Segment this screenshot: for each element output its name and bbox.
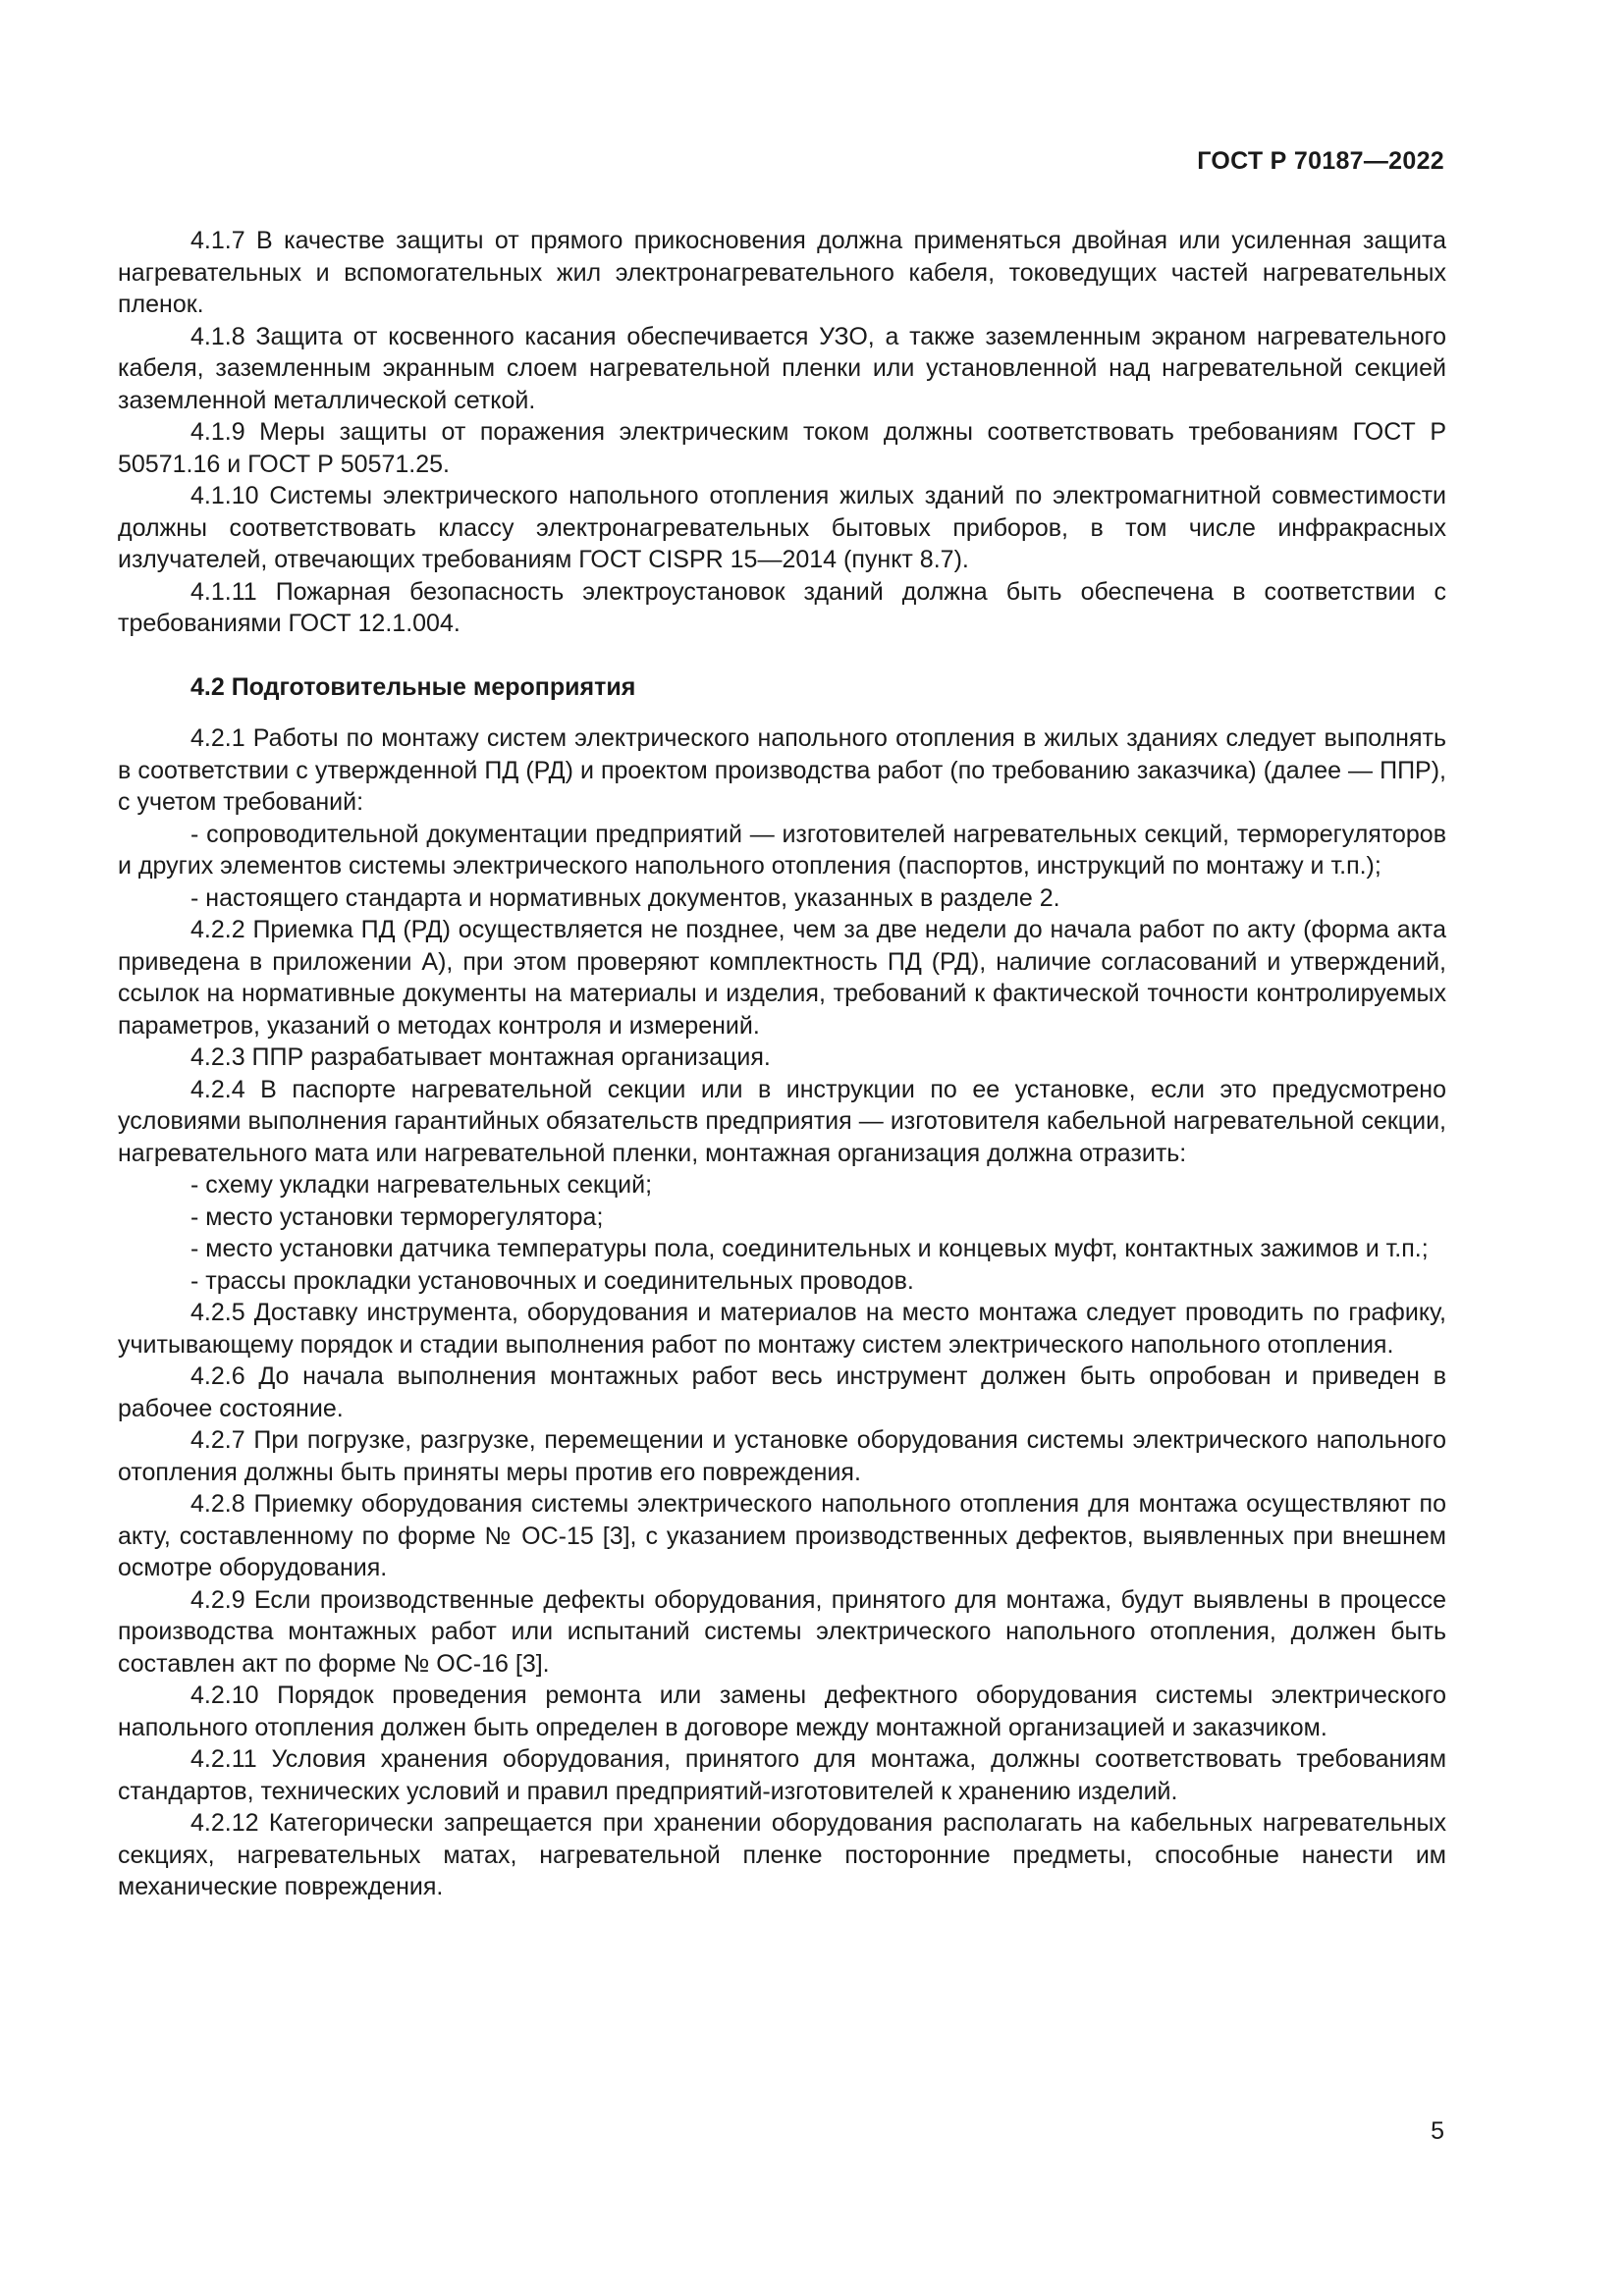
document-body	[118, 225, 1446, 1903]
paragraph-4-2-4: 4.2.4 В паспорте нагревательной секции или в инструкции по ее установке, если это предусмотрено условиями выполнения гарантийных обязательств предприятия — изготовителя кабельной нагревательной секции, нагревательного мата или нагревательной пленки, монтажная организация должна отразить:	[118, 1075, 1446, 1167]
paragraph-4-2-11: 4.2.11 Условия хранения оборудования, принятого для монтажа, должны соответствовать требованиям стандартов, технических условий и правил предприятий-изготовителей к хранению изделий.	[118, 1745, 1446, 1805]
paragraph-4-1-8: 4.1.8 Защита от косвенного касания обеспечивается УЗО, а также заземленным экраном нагревательного кабеля, заземленным экранным слоем нагревательной пленки или установленной над нагревательной секцией заземленной металлической сеткой.	[118, 322, 1446, 414]
paragraph-4-2-7: 4.2.7 При погрузке, разгрузке, перемещении и установке оборудования системы электрического напольного отопления должны быть приняты меры против его повреждения.	[118, 1426, 1446, 1486]
paragraph-4-1-7: 4.1.7 В качестве защиты от прямого прикосновения должна применяться двойная или усиленная защита нагревательных и вспомогательных жил электронагревательного кабеля, токоведущих частей нагревательных пленок.	[118, 227, 1446, 318]
paragraph-4-2-3: 4.2.3 ППР разрабатывает монтажная организация.	[190, 1043, 771, 1071]
list-item: - настоящего стандарта и нормативных документов, указанных в разделе 2.	[190, 883, 1060, 912]
paragraph-4-2-1: 4.2.1 Работы по монтажу систем электрического напольного отопления в жилых зданиях следует выполнять в соответствии с утвержденной ПД (РД) и проектом производства работ (по требованию заказчика) (далее — ППР), с учетом требований:	[118, 724, 1446, 816]
document-code-header: ГОСТ Р 70187—2022	[1197, 147, 1444, 175]
page-number: 5	[1431, 2117, 1444, 2145]
paragraph-4-2-10: 4.2.10 Порядок проведения ремонта или замены дефектного оборудования системы электрического напольного отопления должен быть определен в договоре между монтажной организацией и заказчиком.	[118, 1682, 1446, 1741]
paragraph-4-2-8: 4.2.8 Приемку оборудования системы электрического напольного отопления для монтажа осуществляют по акту, составленному по форме № ОС-15 [3], с указанием производственных дефектов, выявленных при внешнем осмотре оборудования.	[118, 1490, 1446, 1581]
paragraph-4-2-12: 4.2.12 Категорически запрещается при хранении оборудования располагать на кабельных нагревательных секциях, нагревательных матах, нагревательной пленке посторонние предметы, способные нанести им механические повреждения.	[118, 1809, 1446, 1900]
paragraph-4-1-10: 4.1.10 Системы электрического напольного отопления жилых зданий по электромагнитной совместимости должны соответствовать классу электронагревательных бытовых приборов, в том числе инфракрасных излучателей, отвечающих требованиям ГОСТ CISPR 15—2014 (пункт 8.7).	[118, 482, 1446, 573]
paragraph-4-2-9: 4.2.9 Если производственные дефекты оборудования, принятого для монтажа, будут выявлены в процессе производства монтажных работ или испытаний системы электрического напольного отопления, должен быть составлен акт по форме № ОС-16 [3].	[118, 1585, 1446, 1678]
list-item: - сопроводительной документации предприятий — изготовителей нагревательных секций, терморегуляторов и других элементов системы электрического напольного отопления (паспортов, инструкций по монтажу и т.п.);	[118, 820, 1446, 880]
paragraph-4-1-9: 4.1.9 Меры защиты от поражения электрическим током должны соответствовать требованиям ГОСТ Р 50571.16 и ГОСТ Р 50571.25.	[118, 418, 1446, 478]
list-item: - трассы прокладки установочных и соединительных проводов.	[190, 1266, 914, 1295]
list-item: - схему укладки нагревательных секций;	[190, 1171, 653, 1199]
list-item: - место установки терморегулятора;	[190, 1202, 604, 1231]
paragraph-4-2-5: 4.2.5 Доставку инструмента, оборудования и материалов на место монтажа следует проводить по графику, учитывающему порядок и стадии выполнения работ по монтажу систем электрического напольного отопления.	[118, 1299, 1446, 1359]
section-heading-4-2: 4.2 Подготовительные мероприятия	[190, 672, 636, 701]
list-item: - место установки датчика температуры пола, соединительных и концевых муфт, контактных зажимов и т.п.;	[190, 1235, 1429, 1262]
paragraph-4-1-11: 4.1.11 Пожарная безопасность электроустановок зданий должна быть обеспечена в соответствии с требованиями ГОСТ 12.1.004.	[118, 577, 1446, 637]
paragraph-4-2-2: 4.2.2 Приемка ПД (РД) осуществляется не позднее, чем за две недели до начала работ по акту (форма акта приведена в приложении А), при этом проверяют комплектность ПД (РД), наличие согласований и утверждений, ссылок на нормативные документы на материалы и изделия, требований к фактической точности контролируемых параметров, указаний о методах контроля и измерений.	[118, 916, 1446, 1040]
paragraph-4-2-6: 4.2.6 До начала выполнения монтажных работ весь инструмент должен быть опробован и приведен в рабочее состояние.	[118, 1362, 1446, 1422]
